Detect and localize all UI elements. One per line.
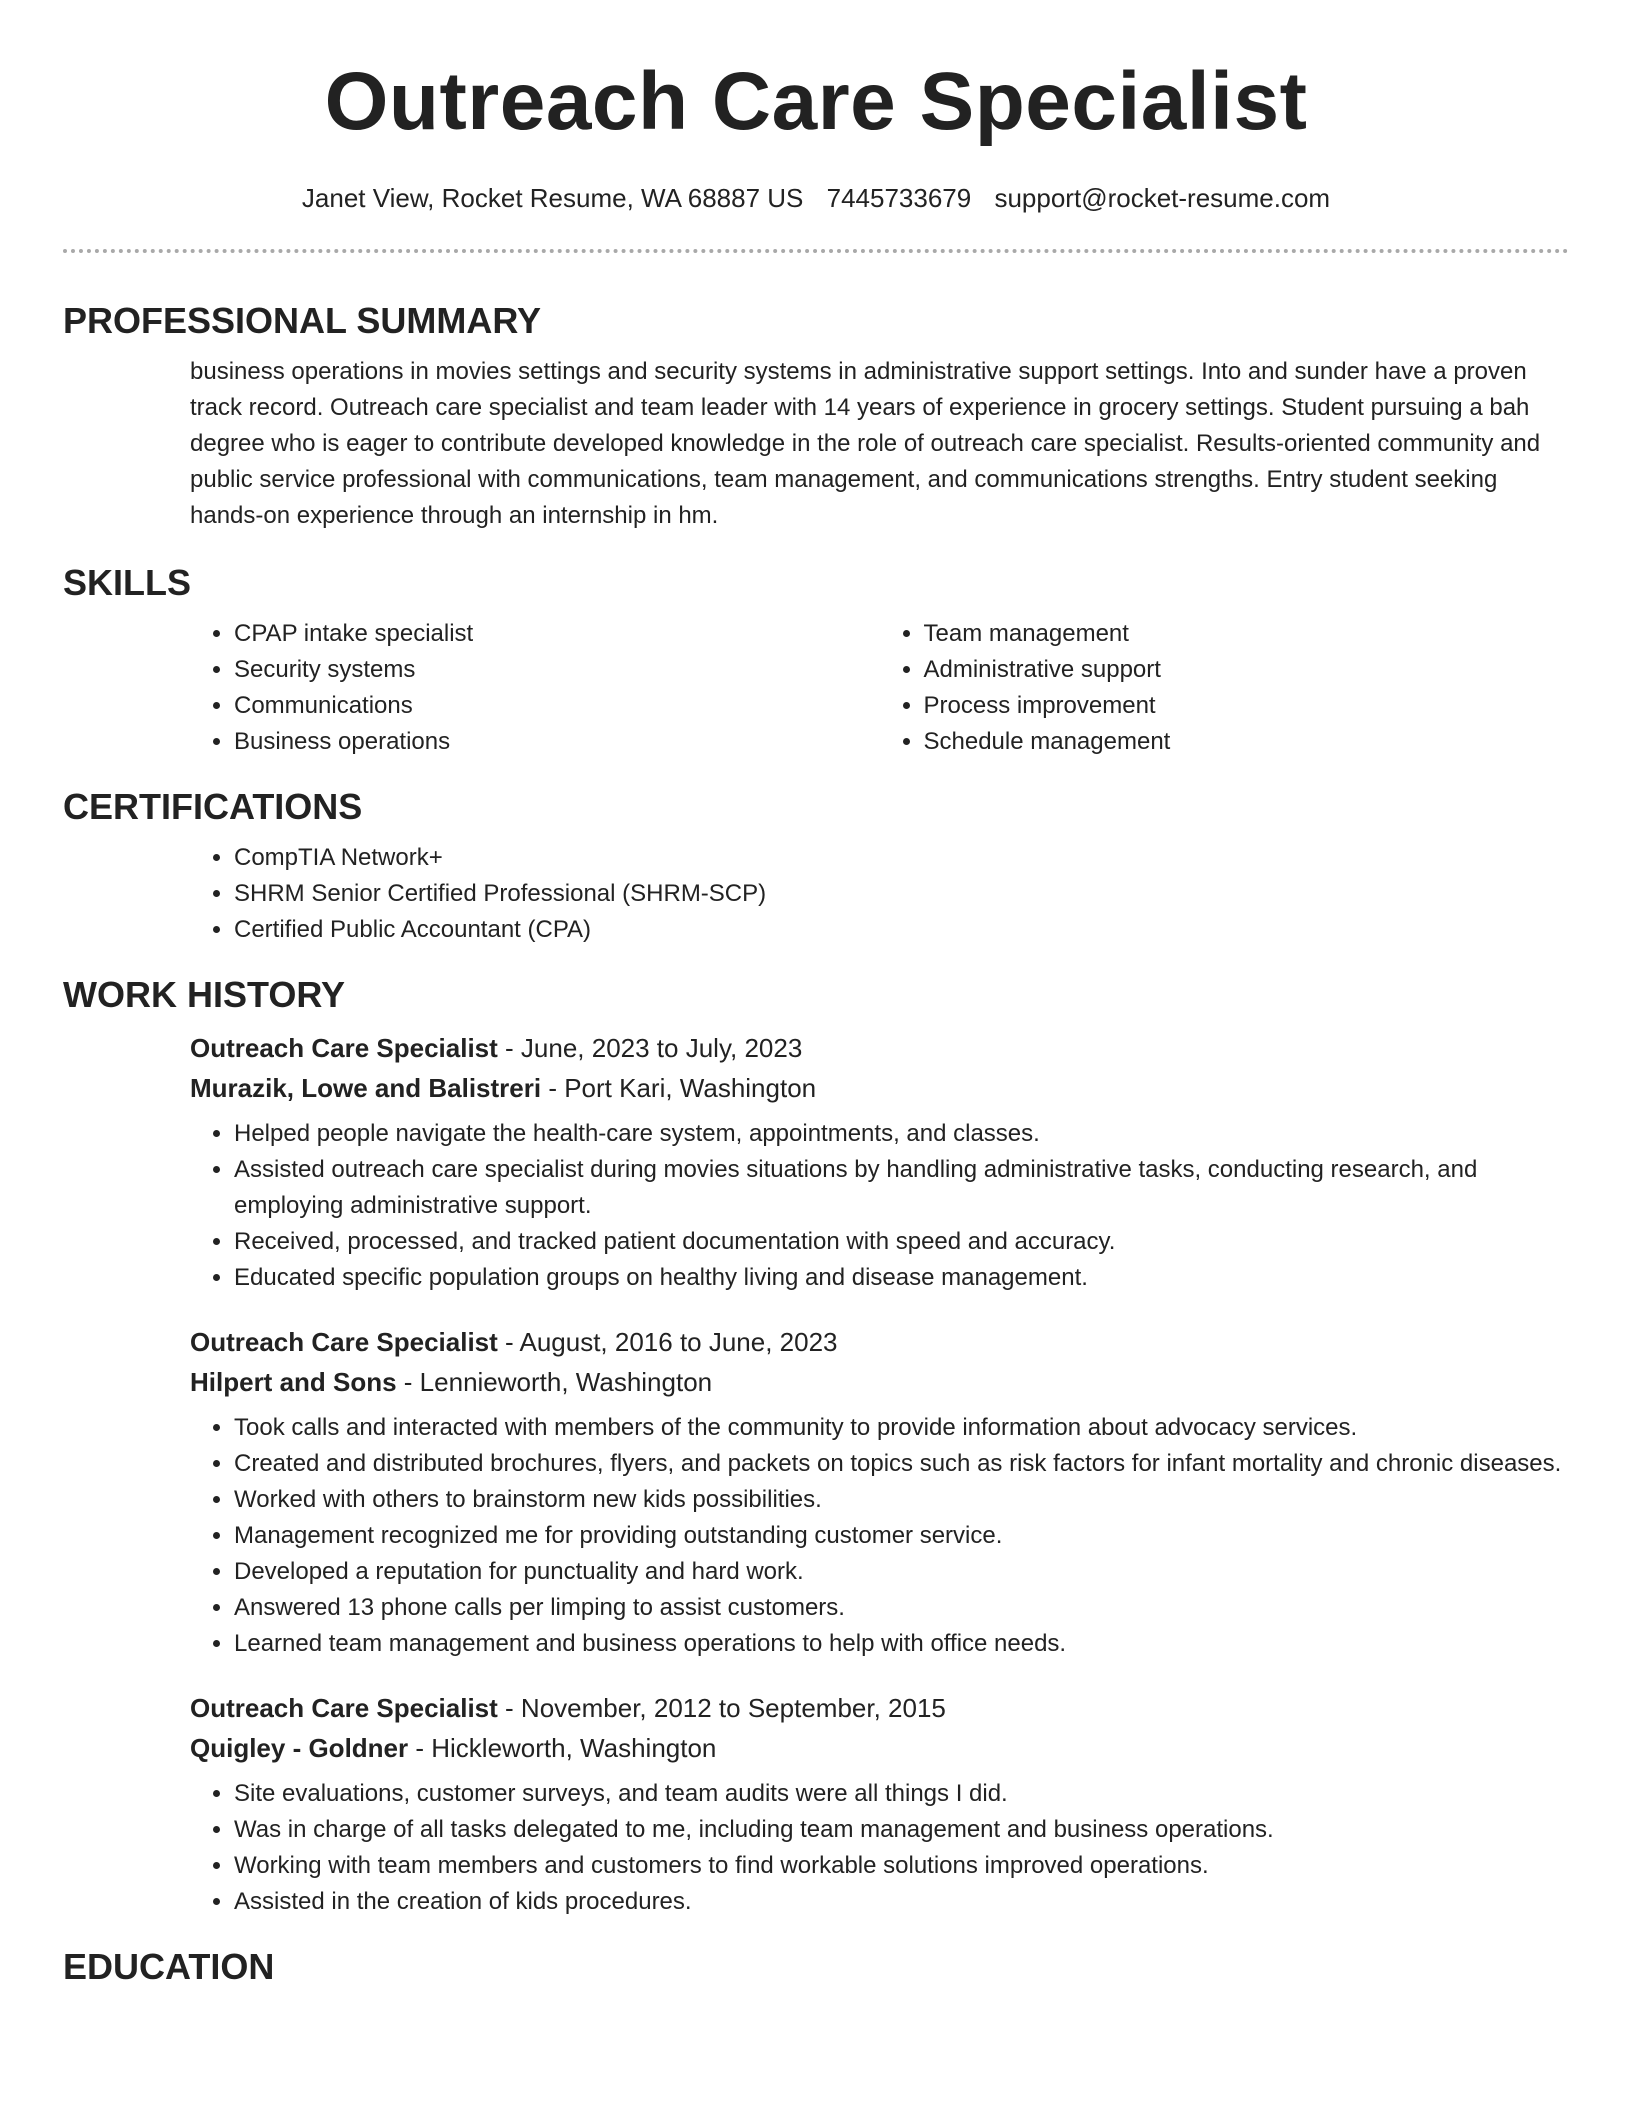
job-duty: • Working with team members and customers to find workable solutions improved operations. (234, 1848, 1569, 1884)
contact-line (0, 180, 1632, 216)
job-dates: - November, 2012 to September, 2015 (497, 1693, 946, 1723)
job-duty: • Learned team management and business operations to help with office needs. (234, 1626, 1569, 1662)
job-entry (190, 1028, 1569, 1296)
job-role: Outreach Care Specialist (190, 1033, 498, 1063)
job-duty: • Worked with others to brainstorm new kids possibilities. (234, 1482, 1569, 1518)
job-entry (190, 1322, 1569, 1662)
certification-item: • Certified Public Accountant (CPA) (234, 912, 1569, 948)
job-location: - Hickleworth, Washington (408, 1733, 717, 1763)
skill-item: • Schedule management (924, 724, 1570, 760)
skill-item: • Process improvement (924, 688, 1570, 724)
job-role: Outreach Care Specialist (190, 1327, 498, 1357)
education-section-title: EDUCATION (63, 1946, 275, 1987)
job-duty: • Site evaluations, customer surveys, and team audits were all things I did. (234, 1776, 1569, 1812)
certifications-section-title: CERTIFICATIONS (63, 786, 363, 827)
skill-item: • Security systems (234, 652, 880, 688)
job-role-line (190, 1322, 1569, 1362)
skill-item: • Business operations (234, 724, 880, 760)
job-dates: - June, 2023 to July, 2023 (497, 1033, 803, 1063)
skill-item: • Administrative support (924, 652, 1570, 688)
job-location: - Lennieworth, Washington (396, 1367, 713, 1397)
skill-item: • Communications (234, 688, 880, 724)
certifications-list (190, 840, 1569, 948)
job-duty: • Helped people navigate the health-care system, appointments, and classes. (234, 1116, 1569, 1152)
contact-address: Janet View, Rocket Resume, WA 68887 US (301, 183, 804, 213)
job-company: Murazik, Lowe and Balistreri (190, 1073, 542, 1103)
job-dates: - August, 2016 to June, 2023 (497, 1327, 838, 1357)
job-entry (190, 1688, 1569, 1920)
resume-name-title: Outreach Care Specialist (324, 56, 1308, 147)
job-duty: • Management recognized me for providing outstanding customer service. (234, 1518, 1569, 1554)
header-divider (63, 249, 1569, 253)
job-company-line (190, 1362, 1569, 1402)
job-duty: • Received, processed, and tracked patient documentation with speed and accuracy. (234, 1224, 1569, 1260)
job-company: Quigley - Goldner (190, 1733, 409, 1763)
job-role: Outreach Care Specialist (190, 1693, 498, 1723)
work-history-body (190, 1028, 1569, 1920)
skills-list-left (190, 616, 880, 760)
contact-phone: 7445733679 (826, 183, 972, 213)
job-duties-list (190, 1116, 1569, 1296)
job-role-line (190, 1028, 1569, 1068)
resume-content (63, 300, 1569, 2000)
certifications-body (190, 840, 1569, 948)
summary-section-title: PROFESSIONAL SUMMARY (63, 300, 542, 341)
job-location: - Port Kari, Washington (541, 1073, 817, 1103)
summary-section-body (190, 354, 1569, 534)
job-company: Hilpert and Sons (190, 1367, 397, 1397)
skill-item: • CPAP intake specialist (234, 616, 880, 652)
work-history-section-title: WORK HISTORY (63, 974, 346, 1015)
job-duty: • Educated specific population groups on healthy living and disease management. (234, 1260, 1569, 1296)
job-duties-list (190, 1776, 1569, 1920)
skills-grid (190, 616, 1569, 760)
summary-text: business operations in movies settings and security systems in administrative support settings. Into and sunder have a proven track record. Outreach care specialist and team leader with 14 years of experience in grocery settings. Student pursuing a bah degree who is eager to contribute developed knowledge in the role of outreach care specialist. Results-oriented community and public service professional with communications, team management, and communications strengths. Entry student seeking hands-on experience through an internship in hm. (190, 358, 1541, 529)
skills-section-title: SKILLS (63, 562, 192, 603)
job-duty: • Assisted in the creation of kids procedures. (234, 1884, 1569, 1920)
job-duty: • Assisted outreach care specialist during movies situations by handling administrative tasks, conducting research, and employing administrative support. (234, 1152, 1569, 1224)
certification-item: • SHRM Senior Certified Professional (SHRM-SCP) (234, 876, 1569, 912)
skills-list-right (880, 616, 1570, 760)
job-duty: • Was in charge of all tasks delegated to me, including team management and business operations. (234, 1812, 1569, 1848)
job-duties-list (190, 1410, 1569, 1662)
certification-item: • CompTIA Network+ (234, 840, 1569, 876)
skill-item: • Team management (924, 616, 1570, 652)
job-duty: • Answered 13 phone calls per limping to assist customers. (234, 1590, 1569, 1626)
contact-email: support@rocket-resume.com (994, 183, 1331, 213)
job-duty: • Created and distributed brochures, flyers, and packets on topics such as risk factors for infant mortality and chronic diseases. (234, 1446, 1569, 1482)
job-role-line (190, 1688, 1569, 1728)
job-company-line (190, 1068, 1569, 1108)
job-duty: • Took calls and interacted with members of the community to provide information about advocacy services. (234, 1410, 1569, 1446)
job-company-line (190, 1728, 1569, 1768)
job-duty: • Developed a reputation for punctuality and hard work. (234, 1554, 1569, 1590)
